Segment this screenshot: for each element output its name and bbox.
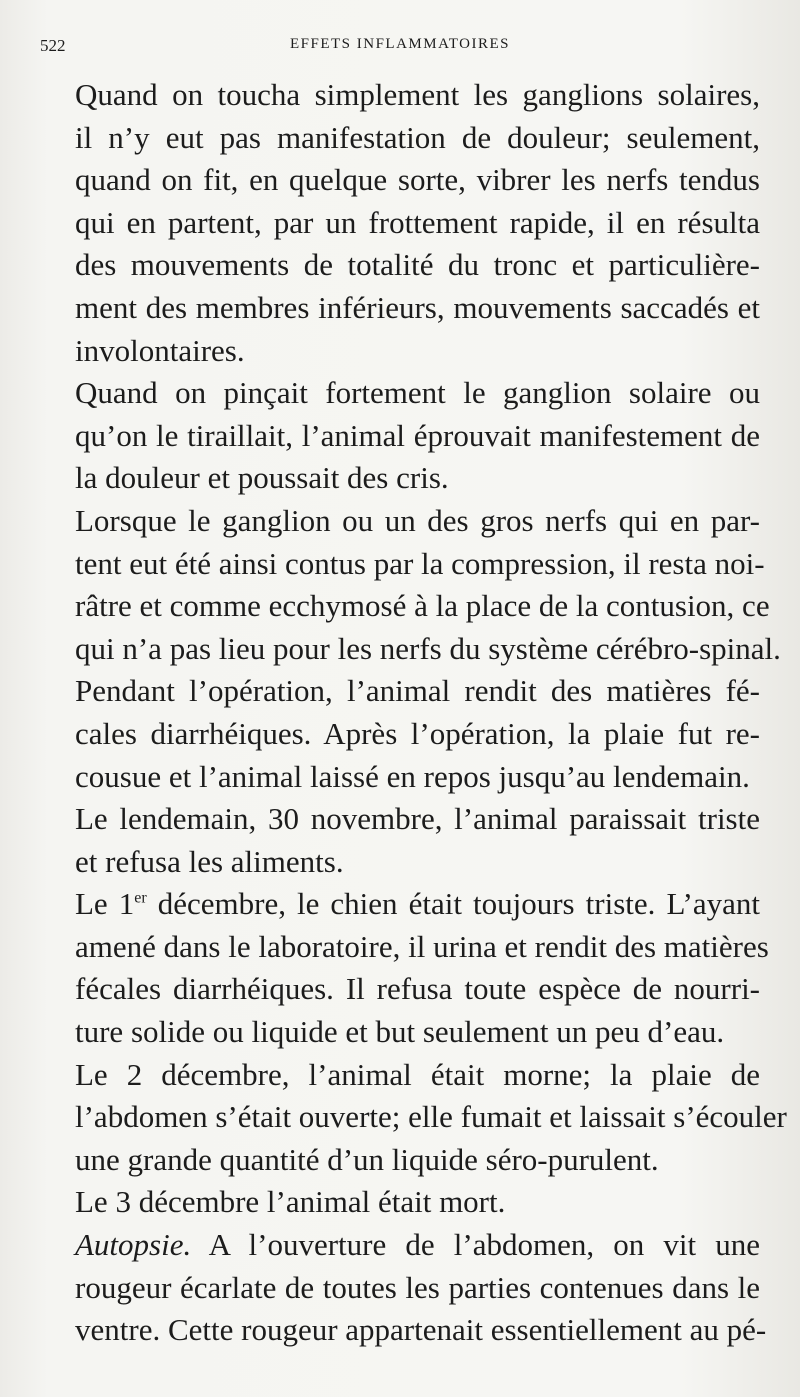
- text-line: rougeur écarlate de toutes les parties contenues dans le: [75, 1269, 760, 1305]
- paragraph-2: [40, 372, 760, 500]
- paragraph-3: [40, 500, 781, 670]
- text-line: Quand on pinçait fortement le ganglion solaire ou: [75, 375, 760, 411]
- running-head: [40, 30, 760, 60]
- paragraph-6: [40, 883, 769, 1053]
- text-line: [40, 1224, 760, 1267]
- text-line: [40, 883, 760, 926]
- text-line: quand on fit, en quelque sorte, vibrer les nerfs tendus: [75, 162, 760, 198]
- text-line: l’abdomen s’était ouverte; elle fumait et laissait s’écouler: [75, 1099, 787, 1135]
- text-run: A l’ouverture de l’abdomen, on vit une: [191, 1227, 760, 1263]
- body-text: [40, 74, 787, 1352]
- text-line: ment des membres inférieurs, mouvements saccadés et: [75, 289, 760, 325]
- text-run: décembre, le chien était toujours triste. L’ayant: [146, 886, 760, 922]
- text-line: des mouvements de totalité du tronc et particulière-: [75, 247, 760, 283]
- superscript: er: [134, 889, 147, 907]
- text-line: qu’on le tiraillait, l’animal éprouvait manifestement de: [75, 417, 760, 453]
- text-line: qui en partent, par un frottement rapide, il en résulta: [75, 204, 760, 240]
- paragraph-8: [40, 1181, 760, 1224]
- text-line: Le 3 décembre l’animal était mort.: [75, 1184, 506, 1220]
- text-line: Pendant l’opération, l’animal rendit des matières fé-: [75, 673, 760, 709]
- text-line: involontaires.: [75, 332, 245, 368]
- text-line: amené dans le laboratoire, il urina et rendit des matières: [75, 928, 769, 964]
- text-line: une grande quantité d’un liquide séro-purulent.: [75, 1141, 659, 1177]
- text-line: fécales diarrhéiques. Il refusa toute espèce de nourri-: [75, 971, 760, 1007]
- text-line: Le 2 décembre, l’animal était morne; la plaie de: [75, 1056, 760, 1092]
- paragraph-7: [40, 1054, 787, 1182]
- paragraph-9: [40, 1224, 767, 1352]
- text-line: Quand on toucha simplement les ganglions solaires,: [75, 77, 760, 112]
- text-line: Lorsque le ganglion ou un des gros nerfs qui en par-: [75, 502, 760, 538]
- text-run: Le 1: [75, 886, 135, 922]
- running-title: EFFETS INFLAMMATOIRES: [289, 36, 510, 52]
- text-line: tent eut été ainsi contus par la compression, il resta noi-: [75, 545, 765, 581]
- paragraph-1: [40, 74, 760, 372]
- text-line: qui n’a pas lieu pour les nerfs du système cérébro-spinal.: [75, 630, 781, 666]
- text-line: la douleur et poussait des cris.: [75, 460, 449, 496]
- text-line: il n’y eut pas manifestation de douleur; seulement,: [75, 119, 760, 155]
- text-line: Le lendemain, 30 novembre, l’animal paraissait triste: [75, 801, 760, 837]
- section-lead: Autopsie.: [75, 1227, 192, 1263]
- text-line: râtre et comme ecchymosé à la place de la contusion, ce: [75, 588, 770, 624]
- text-line: et refusa les aliments.: [75, 843, 344, 879]
- text-line: ventre. Cette rougeur appartenait essentiellement au pé-: [75, 1312, 767, 1348]
- text-line: cousue et l’animal laissé en repos jusqu’au lendemain.: [75, 758, 750, 794]
- text-line: ture solide ou liquide et but seulement un peu d’eau.: [75, 1014, 725, 1050]
- paragraph-5: [40, 798, 760, 883]
- text-line: cales diarrhéiques. Après l’opération, la plaie fut re-: [75, 715, 760, 751]
- page-number: 522: [40, 36, 66, 55]
- paragraph-4: [40, 670, 760, 798]
